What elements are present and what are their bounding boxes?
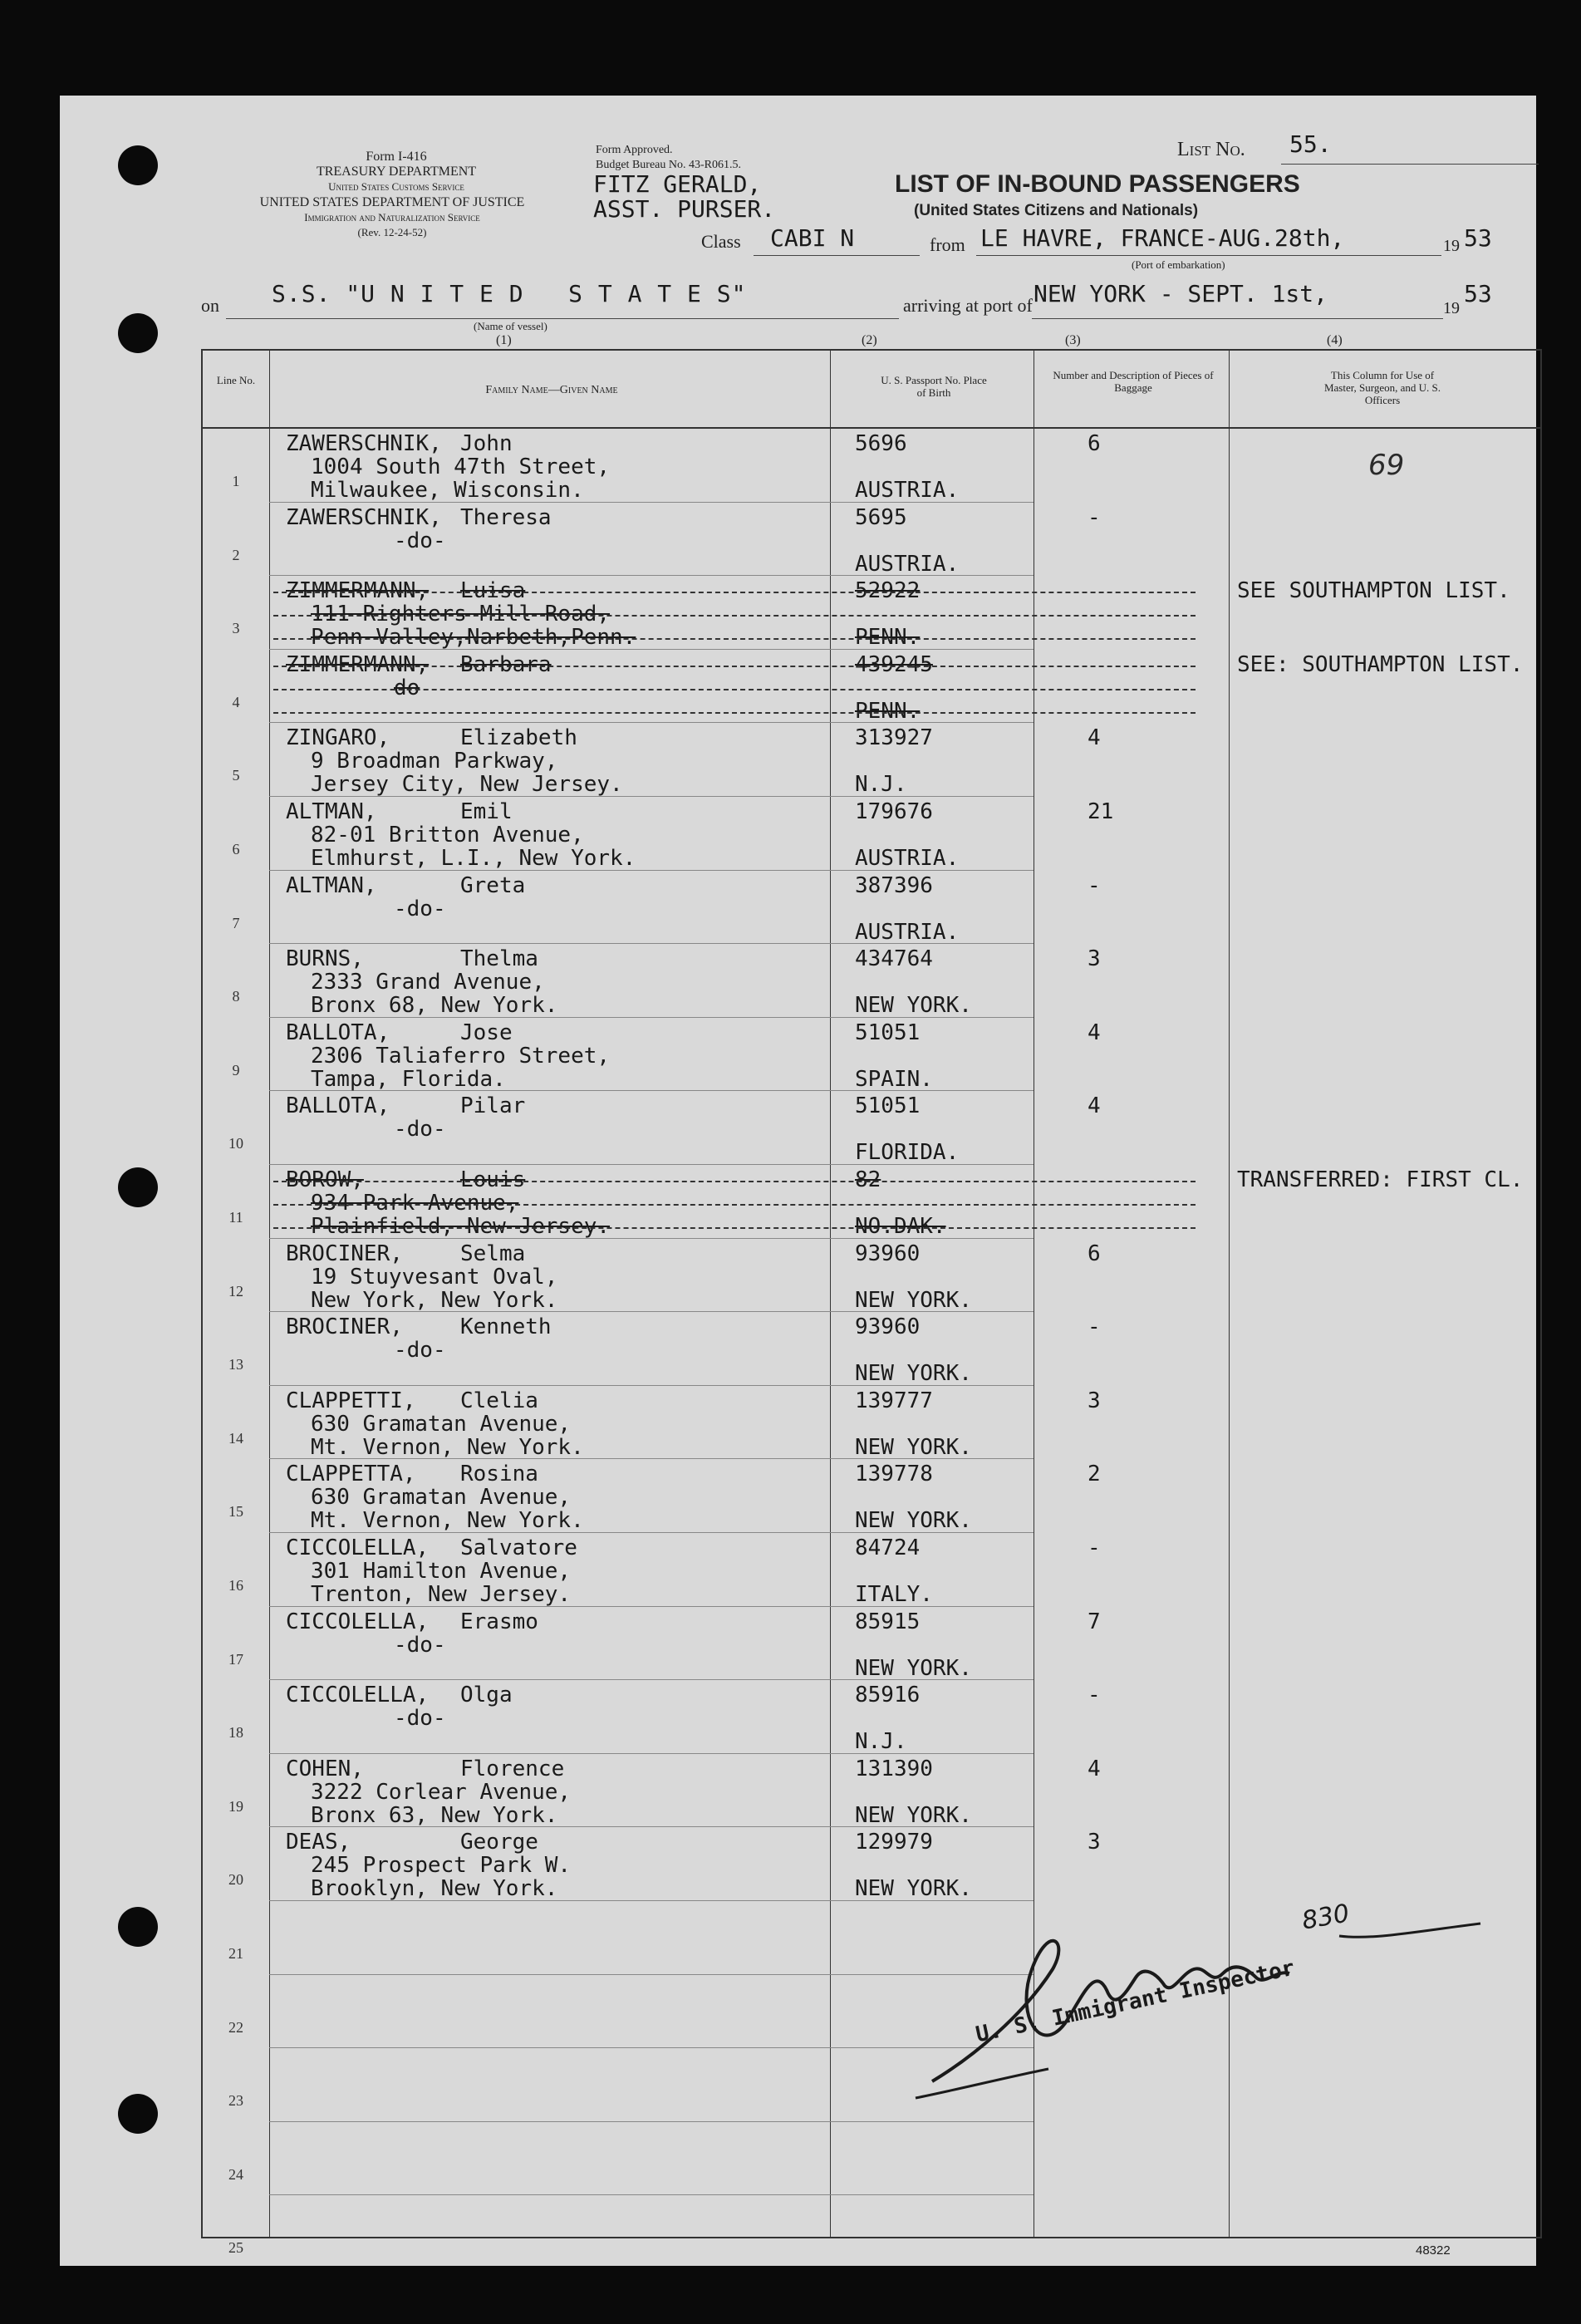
year-prefix-1: 19 xyxy=(1443,237,1460,255)
baggage-count: 4 xyxy=(1088,1756,1101,1781)
passenger-given-name: Theresa xyxy=(460,504,552,530)
passenger-given-name: Clelia xyxy=(460,1388,538,1413)
passenger-address-2: Mt. Vernon, New York. xyxy=(311,1508,584,1534)
col-num-4: (4) xyxy=(1327,333,1343,347)
line-number: 19 xyxy=(228,1797,243,1815)
passenger-address-1: 9 Broadman Parkway, xyxy=(311,749,558,774)
passenger-address-1: -do- xyxy=(394,896,446,921)
place-of-birth: NEW YORK. xyxy=(855,1802,972,1828)
passenger-surname: CLAPPETTA, xyxy=(286,1462,416,1487)
line-number: 9 xyxy=(232,1061,240,1078)
passenger-given-name: Luisa xyxy=(460,578,526,604)
line-number: 11 xyxy=(228,1209,243,1226)
baggage-count: 3 xyxy=(1088,1830,1101,1855)
justice-department: UNITED STATES DEPARTMENT OF JUSTICE xyxy=(259,195,525,209)
officer-note: SEE: SOUTHAMPTON LIST. xyxy=(1237,651,1524,677)
passenger-surname: BALLOTA, xyxy=(286,1020,390,1045)
baggage-count: 6 xyxy=(1088,431,1101,456)
strike-through-line xyxy=(273,615,1196,617)
passport-number: 84724 xyxy=(855,1535,921,1560)
line-number: 1 xyxy=(232,473,240,489)
officer-note: SEE SOUTHAMPTON LIST. xyxy=(1237,578,1510,604)
place-of-birth: N.J. xyxy=(855,772,907,798)
passport-number: 93960 xyxy=(855,1241,921,1266)
passenger-surname: CICCOLELLA, xyxy=(286,1609,430,1634)
passenger-surname: ZAWERSCHNIK, xyxy=(286,504,442,530)
passenger-surname: ZINGARO, xyxy=(286,725,390,751)
passenger-address-2: Plainfield, New Jersey. xyxy=(311,1214,611,1239)
passenger-address-2: Trenton, New Jersey. xyxy=(311,1582,572,1607)
on-label: on xyxy=(201,295,219,316)
passenger-surname: COHEN, xyxy=(286,1756,364,1781)
baggage-count: 21 xyxy=(1088,799,1114,824)
place-of-birth: SPAIN. xyxy=(855,1066,933,1092)
passenger-given-name: John xyxy=(460,431,513,456)
passenger-given-name: Pilar xyxy=(460,1093,526,1119)
passenger-address-1: 82-01 Britton Avenue, xyxy=(311,823,584,848)
line-number: 13 xyxy=(228,1356,243,1373)
place-of-birth: NEW YORK. xyxy=(855,1287,972,1313)
embarkation-year: 53 xyxy=(1464,224,1492,252)
line-number: 14 xyxy=(228,1429,243,1447)
passenger-address-1: 2333 Grand Avenue, xyxy=(311,970,545,995)
year-prefix-2: 19 xyxy=(1443,299,1460,317)
ins-service: Immigration and Naturalization Service xyxy=(304,211,480,224)
punch-hole xyxy=(118,145,158,185)
col-passport-header: U. S. Passport No. Place of Birth xyxy=(881,374,987,399)
col-num-3: (3) xyxy=(1065,333,1081,347)
purser-block xyxy=(593,172,775,222)
passenger-surname: ZAWERSCHNIK, xyxy=(286,431,442,456)
passenger-surname: ALTMAN, xyxy=(286,872,377,898)
line-number: 2 xyxy=(232,546,240,563)
passenger-surname: CLAPPETTI, xyxy=(286,1388,416,1413)
passenger-address-1: 630 Gramatan Avenue, xyxy=(311,1485,572,1511)
punch-hole xyxy=(118,2094,158,2134)
passport-number: 387396 xyxy=(855,872,933,898)
officer-note: TRANSFERRED: FIRST CL. xyxy=(1237,1167,1524,1192)
passenger-address-2: Milwaukee, Wisconsin. xyxy=(311,478,584,503)
passport-number: 139778 xyxy=(855,1462,933,1487)
baggage-count: 6 xyxy=(1088,1241,1101,1266)
passport-number: 51051 xyxy=(855,1020,921,1045)
passport-number: 5696 xyxy=(855,431,907,456)
passenger-address-2: Mt. Vernon, New York. xyxy=(311,1434,584,1460)
passenger-address-2: Bronx 68, New York. xyxy=(311,993,558,1019)
baggage-count: - xyxy=(1088,1535,1101,1560)
passport-number: 85916 xyxy=(855,1683,921,1708)
strike-through-line xyxy=(273,689,1196,690)
place-of-birth: NO.DAK. xyxy=(855,1214,946,1239)
baggage-count: - xyxy=(1088,504,1101,530)
col-num-1: (1) xyxy=(496,333,512,347)
place-of-birth: AUSTRIA. xyxy=(855,919,960,945)
punch-hole xyxy=(118,313,158,353)
port-embark-caption: (Port of embarkation) xyxy=(1132,258,1225,271)
place-of-birth: N.J. xyxy=(855,1729,907,1755)
passport-number: 5695 xyxy=(855,504,907,530)
passenger-given-name: Thelma xyxy=(460,946,538,972)
passenger-given-name: Louis xyxy=(460,1167,526,1192)
passenger-surname: ZIMMERMANN, xyxy=(286,578,430,604)
baggage-count: - xyxy=(1088,872,1101,898)
place-of-birth: NEW YORK. xyxy=(855,1434,972,1460)
inspector-stamp: U. S. Immigrant Inspector xyxy=(974,1955,1298,2048)
purser-title: ASST. PURSER. xyxy=(593,195,776,223)
passenger-given-name: Selma xyxy=(460,1241,526,1266)
place-of-birth: AUSTRIA. xyxy=(855,478,960,503)
passport-number: 51051 xyxy=(855,1093,921,1119)
passenger-address-1: -do- xyxy=(394,1338,446,1363)
passport-number: 131390 xyxy=(855,1756,933,1781)
passenger-given-name: Rosina xyxy=(460,1462,538,1487)
passenger-given-name: Kenneth xyxy=(460,1314,552,1340)
customs-service: United States Customs Service xyxy=(328,180,464,193)
line-number: 12 xyxy=(228,1282,243,1300)
passenger-given-name: George xyxy=(460,1830,538,1855)
arrival-year: 53 xyxy=(1464,280,1492,307)
passenger-address-1: 111 Righters Mill Road, xyxy=(311,602,611,627)
place-of-birth: NEW YORK. xyxy=(855,1361,972,1387)
revision-date: (Rev. 12-24-52) xyxy=(357,226,427,238)
passenger-address-1: 630 Gramatan Avenue, xyxy=(311,1411,572,1437)
passport-number: 82 xyxy=(855,1167,881,1192)
line-number: 8 xyxy=(232,988,240,1005)
baggage-count: 7 xyxy=(1088,1609,1101,1634)
passenger-surname: DEAS, xyxy=(286,1830,351,1855)
place-of-birth: AUSTRIA. xyxy=(855,551,960,577)
row-separator xyxy=(269,1753,1034,1754)
passenger-given-name: Barbara xyxy=(460,651,552,677)
form-id-block xyxy=(301,150,492,194)
baggage-count: 4 xyxy=(1088,1093,1101,1119)
line-number: 18 xyxy=(228,1724,243,1742)
strike-through-line xyxy=(273,666,1196,667)
col-officers-header: This Column for Use of Master, Surgeon, and U. S. Officers xyxy=(1323,369,1441,406)
budget-bureau: Budget Bureau No. 43-R061.5. xyxy=(596,159,741,171)
treasury-department: TREASURY DEPARTMENT xyxy=(316,165,477,179)
line-number: 17 xyxy=(228,1650,243,1668)
passenger-address-2: Brooklyn, New York. xyxy=(311,1876,558,1902)
place-of-birth: NEW YORK. xyxy=(855,1508,972,1534)
baggage-count: 4 xyxy=(1088,1020,1101,1045)
vessel-name: S.S. "U N I T E D S T A T E S" xyxy=(272,280,747,307)
form-id: Form I-416 xyxy=(366,150,427,164)
passenger-address-1: 2306 Taliaferro Street, xyxy=(311,1043,611,1069)
line-number: 16 xyxy=(228,1577,243,1594)
strike-through-line xyxy=(273,638,1196,640)
line-number: 6 xyxy=(232,841,240,857)
passenger-given-name: Greta xyxy=(460,872,526,898)
passenger-given-name: Florence xyxy=(460,1756,565,1781)
list-no-value: 55. xyxy=(1289,130,1332,158)
form-number: 48322 xyxy=(1416,2243,1451,2258)
row-separator xyxy=(269,2194,1034,2195)
passenger-surname: ZIMMERMANN, xyxy=(286,651,430,677)
passenger-address-1: 1004 South 47th Street, xyxy=(311,454,611,479)
place-of-birth: NEW YORK. xyxy=(855,993,972,1019)
col-name-header: Family Name—Given Name xyxy=(485,384,618,396)
passenger-surname: BURNS, xyxy=(286,946,364,972)
strike-through-line xyxy=(273,712,1196,714)
passport-number: 129979 xyxy=(855,1830,933,1855)
passenger-address-1: 934 Park Avenue, xyxy=(311,1191,519,1216)
passport-number: 52922 xyxy=(855,578,921,604)
approval-block xyxy=(596,143,741,173)
place-of-birth: FLORIDA. xyxy=(855,1140,960,1166)
line-number: 15 xyxy=(228,1503,243,1521)
place-of-birth: NEW YORK. xyxy=(855,1655,972,1681)
place-of-birth: NEW YORK. xyxy=(855,1876,972,1902)
passenger-address-1: 19 Stuyvesant Oval, xyxy=(311,1264,558,1290)
passenger-address-1: 301 Hamilton Avenue, xyxy=(311,1559,572,1584)
strike-through-line xyxy=(273,592,1196,593)
passport-number: 85915 xyxy=(855,1609,921,1634)
passenger-surname: ALTMAN, xyxy=(286,799,377,824)
place-of-birth: AUSTRIA. xyxy=(855,846,960,871)
passenger-address-1: -do- xyxy=(394,1632,446,1658)
passenger-surname: BROCINER, xyxy=(286,1241,403,1266)
col-baggage-header: Number and Description of Pieces of Baggage xyxy=(1053,369,1214,394)
passport-number: 93960 xyxy=(855,1314,921,1340)
baggage-count: 3 xyxy=(1088,1388,1101,1413)
passenger-address-2: Tampa, Florida. xyxy=(311,1066,506,1092)
line-number: 22 xyxy=(228,2018,243,2036)
line-number: 10 xyxy=(228,1135,243,1152)
baggage-count: - xyxy=(1088,1683,1101,1708)
passenger-surname: BOROW, xyxy=(286,1167,364,1192)
baggage-count: 3 xyxy=(1088,946,1101,972)
vessel-caption: (Name of vessel) xyxy=(474,320,547,332)
passenger-address-1: -do- xyxy=(394,528,446,553)
passenger-address-1: -do- xyxy=(394,1706,446,1732)
arriving-label: arriving at port of xyxy=(903,295,1033,316)
passenger-surname: CICCOLELLA, xyxy=(286,1535,430,1560)
passport-number: 439245 xyxy=(855,651,933,677)
manifest-page xyxy=(60,96,1536,2266)
baggage-count: - xyxy=(1088,1314,1101,1340)
col-num-2: (2) xyxy=(862,333,877,347)
punch-hole xyxy=(118,1167,158,1207)
passenger-address-1: 245 Prospect Park W. xyxy=(311,1853,572,1879)
line-number: 23 xyxy=(228,2092,243,2110)
passenger-address-2: Penn Valley,Narbeth,Penn. xyxy=(311,625,636,651)
manifest-subtitle: (United States Citizens and Nationals) xyxy=(914,202,1199,219)
line-number: 4 xyxy=(232,693,240,710)
class-value: CABI N xyxy=(770,224,855,252)
line-number: 25 xyxy=(228,2239,243,2257)
punch-hole xyxy=(118,1907,158,1947)
passport-number: 313927 xyxy=(855,725,933,751)
passenger-surname: BALLOTA, xyxy=(286,1093,390,1119)
passenger-given-name: Salvatore xyxy=(460,1535,577,1560)
purser-name: FITZ GERALD, xyxy=(593,170,762,198)
passenger-given-name: Jose xyxy=(460,1020,513,1045)
passenger-address-1: do xyxy=(394,675,420,700)
time-note: 830 xyxy=(1299,1899,1352,1936)
baggage-count: 4 xyxy=(1088,725,1101,751)
passenger-address-1: -do- xyxy=(394,1117,446,1142)
line-number: 7 xyxy=(232,914,240,931)
line-number: 21 xyxy=(228,1945,243,1962)
place-of-birth: PENN. xyxy=(855,698,921,724)
line-number: 3 xyxy=(232,620,240,637)
line-number: 5 xyxy=(232,767,240,784)
passenger-given-name: Olga xyxy=(460,1683,513,1708)
line-number: 24 xyxy=(228,2165,243,2183)
passenger-given-name: Elizabeth xyxy=(460,725,577,751)
passport-number: 179676 xyxy=(855,799,933,824)
col-line-header: Line No. xyxy=(216,374,256,386)
arrival-port: NEW YORK - SEPT. 1st, xyxy=(1034,280,1328,307)
passenger-given-name: Emil xyxy=(460,799,513,824)
passenger-address-1: 3222 Corlear Avenue, xyxy=(311,1779,572,1805)
manifest-title: LIST OF IN-BOUND PASSENGERS xyxy=(895,170,1300,198)
passenger-surname: BROCINER, xyxy=(286,1314,403,1340)
place-of-birth: PENN. xyxy=(855,625,921,651)
from-label: from xyxy=(930,234,965,255)
list-no-label: List No. xyxy=(1177,139,1245,160)
strike-through-line xyxy=(273,1227,1196,1229)
passport-number: 434764 xyxy=(855,946,933,972)
passenger-address-2: Elmhurst, L.I., New York. xyxy=(311,846,636,871)
passenger-address-2: Jersey City, New Jersey. xyxy=(311,772,623,798)
strike-through-line xyxy=(273,1181,1196,1182)
place-of-birth: ITALY. xyxy=(855,1582,933,1607)
port-of-embarkation: LE HAVRE, FRANCE-AUG.28th, xyxy=(980,224,1345,252)
passenger-given-name: Erasmo xyxy=(460,1609,538,1634)
passenger-address-2: Bronx 63, New York. xyxy=(311,1802,558,1828)
row-separator xyxy=(269,2121,1034,2122)
passenger-surname: CICCOLELLA, xyxy=(286,1683,430,1708)
baggage-count: 2 xyxy=(1088,1462,1101,1487)
line-number: 20 xyxy=(228,1871,243,1889)
form-approved: Form Approved. xyxy=(596,144,673,156)
strike-through-line xyxy=(273,1204,1196,1206)
count-note: 69 xyxy=(1368,449,1405,482)
passenger-address-2: New York, New York. xyxy=(311,1287,558,1313)
passport-number: 139777 xyxy=(855,1388,933,1413)
class-label: Class xyxy=(701,231,741,252)
justice-block xyxy=(197,195,587,240)
